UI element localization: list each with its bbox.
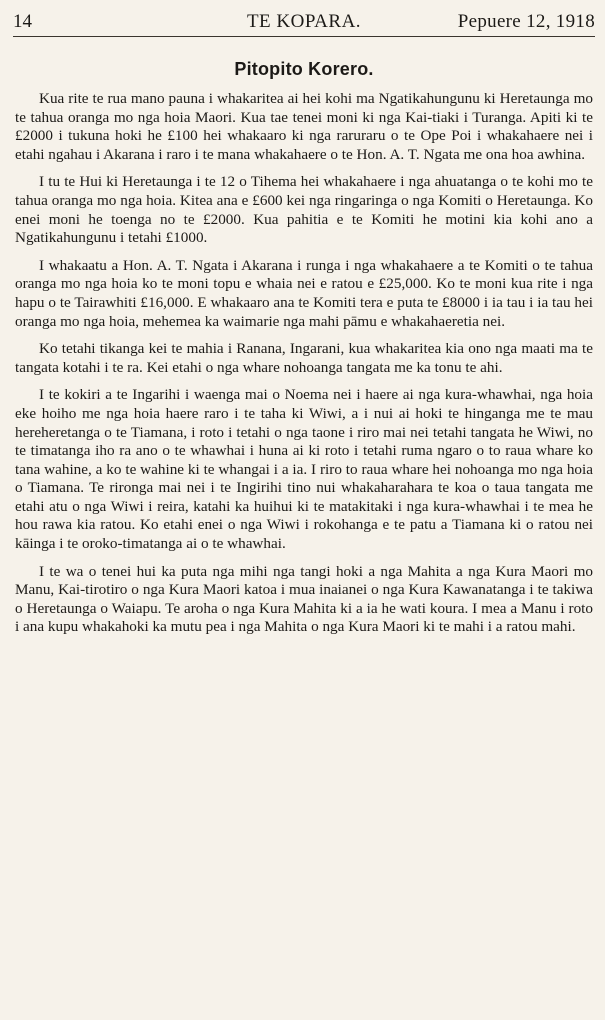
article-body xyxy=(13,90,595,637)
journal-title: TE KOPARA. xyxy=(246,11,362,32)
paragraph: I te wa o tenei hui ka puta nga mihi nga tangi hoki a nga Mahita a nga Kura Maori mo Manu, Kai-tirotiro o nga Kura Maori katoa i mua inaianei o nga Kura Kawanatanga i te takiwa o Heretaunga o Waiapu. Te aroha o nga Kura Mahita ki a ia he wati koura. I mea a Manu i roto i ana kupu whakahoki ka mutu pea i nga Mahita o nga Kura Maori ki te mahi i a ratou mahi. xyxy=(15,562,593,636)
running-header xyxy=(13,0,595,37)
paragraph: Ko tetahi tikanga kei te mahia i Ranana, Ingarani, kua whakaritea kia ono nga maati ma te tangata kotahi i te ra. Kei etahi o nga whare nohoanga tangata me ka tonu te ahi. xyxy=(15,340,593,376)
page-number: 14 xyxy=(13,11,32,32)
article-title: Pitopito Korero. xyxy=(234,59,374,79)
issue-date: Pepuere 12, 1918 xyxy=(457,11,595,32)
paragraph: Kua rite te rua mano pauna i whakaritea ai hei kohi ma Ngatikahungunu ki Heretaunga mo te tahua oranga mo nga hoia Maori. Kua tae tenei moni ki nga Kai-tiaki i Turanga. Apiti ki te £2000 i tukuna hoki he £100 hei whakaaro ki nga raruraru o te Ope Poi i whakahaere nei i etahi ngahau i Akarana i raro i te mana whakahaere o te Hon. A. T. Ngata me ona hoa awhina. xyxy=(15,90,593,163)
paragraph: I te kokiri a te Ingarihi i waenga mai o Noema nei i haere ai nga kura-whawhai, nga hoia eke hoiho me nga hoia haere raro i te taha ki Wiwi, a i nui ai hoki te hinganga me te mau hereheretanga o te Tiamana, i roto i tetahi o nga taone i riro mai nei tetahi tangata he Wiwi, no te timatanga iho ra ano o te whawhai i huna ai ki roto i tetahi ruma ngaro o to raua whare ko tana wahine, a ko te wahine ki te whangai i a ia. I riro to raua whare hei nohoanga mo nga hoia o Tiamana. Te rironga mai nei i te Ingirihi tino nui whakaharahara te koa o taua tangata me etahi atu o nga Wiwi i reira, katahi ka huihui ki te matakitaki i nga kura-whawhai i te mea he hou rawa kia ratou. Ko etahi enei o nga Wiwi i rokohanga e te patu a Tiamana ki o ratou nei kāinga i te oroko-timatanga ai o te whawhai. xyxy=(15,386,593,553)
paragraph: I tu te Hui ki Heretaunga i te 12 o Tihema hei whakahaere i nga ahuatanga o te kohi mo te tahua oranga mo nga hoia. Kitea ana e £600 kei nga ringaringa o nga Komiti o Heretaunga. Ko enei moni he toenga no te £2000. Kua pahitia e te Komiti he motini kia kohi ano a Ngatikahungunu i tetahi £1000. xyxy=(15,173,593,247)
paragraph: I whakaatu a Hon. A. T. Ngata i Akarana i runga i nga whakahaere a te Komiti o te tahua oranga mo nga hoia ko te moni topu e whaia nei e ratou e £25,000. Ko te moni kua rite i nga hapu o te Tairawhiti £16,000. E whakaaro ana te Komiti tera e puta te £8000 i ia tau i ia tau hei oranga mo nga hoia, mehemea ka waimarie nga mahi pāmu e whakahaeretia nei. xyxy=(15,256,593,330)
